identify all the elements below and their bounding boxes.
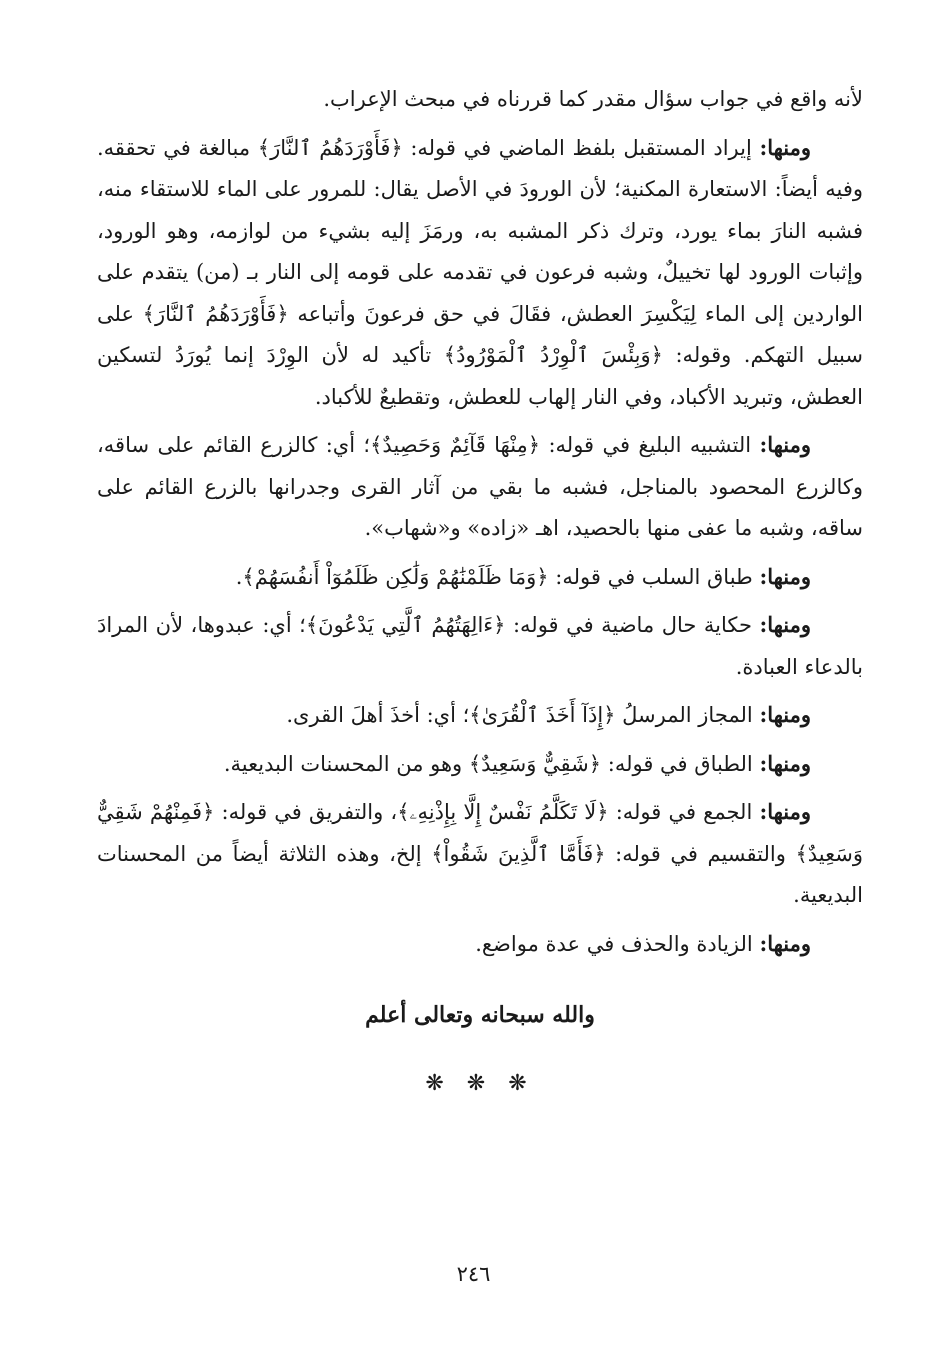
closing-phrase: والله سبحانه وتعالى أعلم bbox=[365, 1002, 595, 1028]
paragraph-lead: ومنها: bbox=[759, 702, 811, 727]
paragraph-text: طباق السلب في قوله: ﴿وَمَا ظَلَمْنَٰهُمْ وَلَٰكِن ظَلَمُوٓاْ أَنفُسَهُمْ﴾. bbox=[235, 564, 760, 589]
paragraph-text: حكاية حال ماضية في قوله: ﴿ءَالِهَتُهُمُ ٱلَّتِي يَدْعُونَ﴾؛ أي: عبدوها، لأن المرادَ بالدعاء العبادة. bbox=[97, 613, 863, 679]
paragraph-text: الزيادة والحذف في عدة مواضع. bbox=[475, 931, 760, 956]
paragraph-1 bbox=[97, 78, 863, 121]
paragraph-2 bbox=[97, 127, 863, 419]
page-number: ٢٤٦ bbox=[456, 1262, 491, 1286]
paragraph-text: الجمع في قوله: ﴿لَا تَكَلَّمُ نَفْسٌ إِلَّا بِإِذْنِهِۦ﴾، والتفريق في قوله: ﴿فَمِنْهُمْ شَقِيٌّ وَسَعِيدٌ﴾ والتقسيم في قوله: ﴿فَأَمَّا ٱلَّذِينَ شَقُواْ﴾ إلخ، وهذه الثلاثة أيضاً من المحسنات البديعية. bbox=[97, 800, 863, 907]
paragraph-5 bbox=[97, 604, 863, 688]
paragraph-lead: ومنها: bbox=[759, 612, 811, 637]
paragraph-text: التشبيه البليغ في قوله: ﴿مِنْهَا قَآئِمٌ وَحَصِيدٌ﴾؛ أي: كالزرع القائم على ساقه، وكالزرع المحصود بالمناجل، فشبه ما بقي من آثار القرى وجدرانها بالزرع القائم على ساقه، وشبه ما عفى منها بالحصيد، اهـ «زاده» و«شهاب». bbox=[97, 433, 863, 540]
section-separator: ❋ ❋ ❋ bbox=[425, 1070, 535, 1096]
paragraph-7 bbox=[97, 743, 863, 786]
paragraph-lead: ومنها: bbox=[759, 750, 811, 776]
paragraph-9 bbox=[97, 923, 863, 966]
paragraph-lead: ومنها: bbox=[759, 563, 811, 589]
paragraph-3 bbox=[97, 424, 863, 550]
paragraph-text: الطباق في قوله: ﴿شَقِيٌّ وَسَعِيدٌ﴾ وهو من المحسنات البديعية. bbox=[223, 751, 760, 776]
paragraph-text: إيراد المستقبل بلفظ الماضي في قوله: ﴿فَأَوْرَدَهُمُ ٱلنَّارَ﴾ مبالغة في تحققه. وفيه أيضاً: الاستعارة المكنية؛ لأن الورودَ في الأصل يقال: للمرور على الماء للاستقاء منه، فشبه النارَ بماء يورد، وترك ذكر المشبه به، ورمَزَ إليه بشيء من لوازمه، وهو الورود، وإثبات الورود لها تخييلٌ، وشبه فرعون في تقدمه على قومه إلى النار بـ (من) يتقدم على الواردين إلى الماء لِيَكْسِرَ العطش، فقَالَ في حق فرعونَ وأتباعه ﴿فَأَوْرَدَهُمُ ٱلنَّارَ﴾ على سبيل التهكم. وقوله: ﴿وَبِئْسَ ٱلْوِرْدُ ٱلْمَوْرُودُ﴾ تأكيد له لأن الوِرْدَ إنما يُورَدُ لتسكين العطش، وتبريد الأكباد، وفي النار إلهاب للعطش، وتقطيعٌ للأكباد. bbox=[97, 135, 863, 409]
paragraph-6 bbox=[97, 694, 863, 737]
paragraph-lead: ومنها: bbox=[759, 134, 811, 160]
page-body bbox=[97, 78, 863, 1104]
paragraph-text: المجاز المرسلُ ﴿إِذَآ أَخَذَ ٱلْقُرَىٰ﴾؛ أي: أخذَ أهلَ القرى. bbox=[286, 703, 760, 727]
paragraph-lead: ومنها: bbox=[759, 799, 811, 824]
paragraph-text: لأنه واقع في جواب سؤال مقدر كما قررناه في مبحث الإعراب. bbox=[323, 87, 863, 111]
paragraph-4 bbox=[97, 556, 863, 599]
paragraph-lead: ومنها: bbox=[759, 930, 811, 956]
paragraph-lead: ومنها: bbox=[759, 432, 811, 457]
paragraph-8 bbox=[97, 791, 863, 917]
